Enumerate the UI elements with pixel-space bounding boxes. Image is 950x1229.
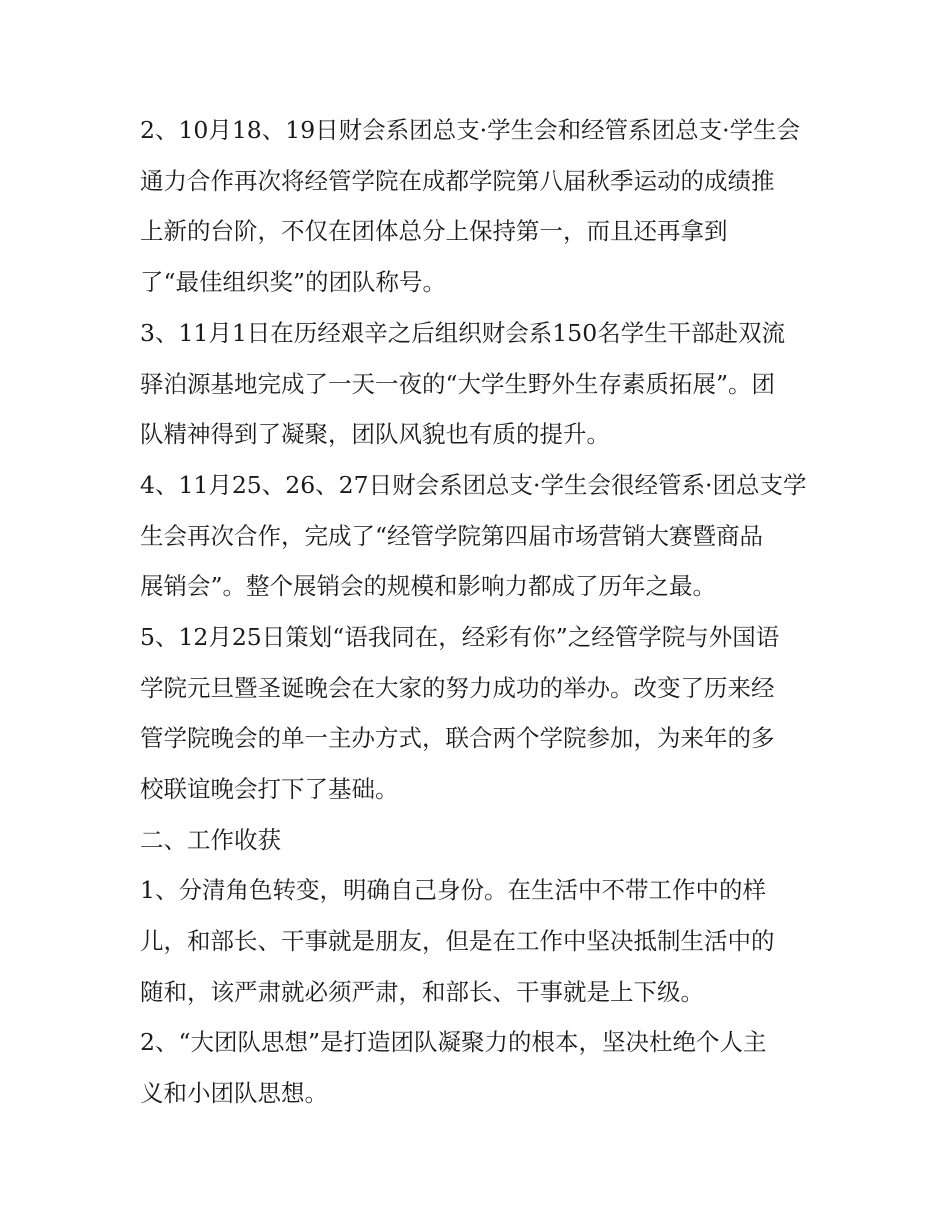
- text-line: 儿，和部长、干事就是朋友，但是在工作中坚决抵制生活中的: [140, 927, 775, 955]
- text-line: 3、11月1日在历经艰辛之后组织财会系150名学生干部赴双流: [140, 319, 786, 347]
- text-line: 2、10月18、19日财会系团总支·学生会和经管系团总支·学生会: [140, 116, 801, 144]
- text-line: 校联谊晚会打下了基础。: [140, 775, 399, 803]
- text-line: 生会再次合作，完成了“经管学院第四届市场营销大赛暨商品: [140, 522, 764, 550]
- text-line: 驿泊源基地完成了一天一夜的“大学生野外生存素质拓展”。团: [140, 370, 776, 398]
- text-line: 随和，该严肃就必须严肃，和部长、干事就是上下级。: [140, 978, 704, 1006]
- text-line: 管学院晚会的单一主办方式，联合两个学院参加，为来年的多: [140, 724, 775, 752]
- text-line: 通力合作再次将经管学院在成都学院第八届秋季运动的成绩推: [140, 167, 775, 195]
- text-line: 5、12月25日策划“语我同在，经彩有你”之经管学院与外国语: [140, 623, 780, 651]
- text-line: 展销会”。整个展销会的规模和影响力都成了历年之最。: [140, 572, 717, 600]
- text-line: 队精神得到了凝聚，团队风貌也有质的提升。: [140, 420, 610, 448]
- section-heading: 二、工作收获: [140, 826, 281, 854]
- text-line: 4、11月25、26、27日财会系团总支·学生会很经管系·团总支学: [140, 471, 807, 499]
- text-line: 2、“大团队思想”是打造团队凝聚力的根本，坚决杜绝个人主: [140, 1028, 767, 1056]
- text-line: 学院元旦暨圣诞晚会在大家的努力成功的举办。改变了历来经: [140, 674, 775, 702]
- text-line: 义和小团队思想。: [140, 1079, 328, 1107]
- text-line: 了“最佳组织奖”的团队称号。: [140, 268, 447, 296]
- text-line: 上新的台阶，不仅在团体总分上保持第一，而且还再拿到: [140, 217, 728, 245]
- text-line: 1、分清角色转变，明确自己身份。在生活中不带工作中的样: [140, 876, 766, 904]
